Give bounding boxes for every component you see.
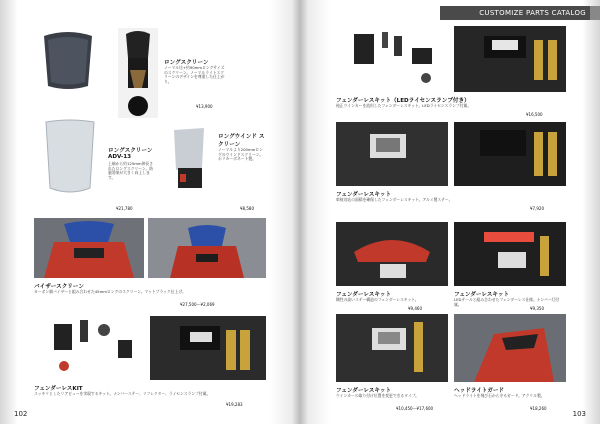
- item-title: ヘッドライトガード: [454, 388, 505, 394]
- item-description: スッキリとしたリアビューを実現するキット。ナンバーステー、リフレクター、ライセンスランプ付属。: [34, 391, 211, 396]
- item-price: ¥19,283: [226, 402, 243, 407]
- item-title: バイザースクリーン: [34, 284, 84, 290]
- item-price: ¥16,500: [526, 112, 543, 117]
- item-title: フェンダーレスキット（LEDライセンスランプ付き）: [336, 98, 470, 104]
- r-kit2-photo: [336, 122, 448, 186]
- item-price: ¥18,260: [530, 406, 547, 411]
- item-title: フェンダーレスキット: [336, 388, 392, 394]
- item-price: ¥10,450～¥17,600: [396, 406, 434, 411]
- kit-bike-photo: [150, 316, 266, 380]
- item-description: 純正ウインカーを流用したフェンダーレスキット。LEDライセンスランプ付属。: [336, 103, 472, 108]
- visor-bike-photo: [34, 218, 144, 278]
- item-description: ノーマルより200mmロングのウインドスクリーン。ポリカーボネート製。: [218, 147, 264, 162]
- item-price: ¥13,900: [196, 104, 213, 109]
- item-title: フェンダーレスキット: [336, 192, 392, 198]
- visor-bike2-photo: [148, 218, 266, 278]
- r-bike4-photo: [454, 314, 566, 382]
- item-description: ノーマル比+約90mmロングサイズのスクリーン。ノーマルライトスクリーンのデザインを尊重した仕上がり。: [164, 65, 225, 84]
- item-title: フェンダーレスキット: [336, 292, 392, 298]
- page-number-left: 102: [14, 410, 28, 418]
- item-description: LEDテールと組み合わせたフェンダーレス仕様。ナンバー灯付属。: [454, 297, 560, 307]
- r-bike1-photo: [454, 26, 566, 92]
- item-title: ロングスクリーン: [164, 60, 209, 66]
- kit-parts-photo: [34, 316, 144, 380]
- item-description: 剛性の高いステー構造のフェンダーレスキット。: [336, 297, 419, 302]
- item-price: ¥9,350: [530, 306, 544, 311]
- bike-side-photo: [164, 124, 214, 204]
- item-price: ¥21,780: [116, 206, 133, 211]
- screen-black-photo: [38, 28, 98, 92]
- item-description: カーボン調バイザーと組み合わせた45mmロングのスクリーン。マットブラック仕上げ。: [34, 289, 186, 294]
- r-kit1-photo: [336, 26, 448, 92]
- item-description: 上端から約125mm伸長されたロングスクリーン。防風効果が大きく向上します。: [108, 161, 154, 180]
- r-kit3-photo: [336, 222, 448, 286]
- catalog-header: CUSTOMIZE PARTS CATALOG: [440, 6, 590, 20]
- screen-clear-photo: [36, 118, 104, 202]
- item-title: フェンダーレスKIT: [34, 386, 83, 392]
- right-page: [300, 0, 600, 424]
- bike-front-photo: [118, 28, 158, 118]
- r-bike3-photo: [454, 222, 566, 286]
- item-description: ヘッドライトを飛び石から守るガード。アクリル製。: [454, 393, 545, 398]
- item-title: フェンダーレスキット: [454, 292, 510, 298]
- item-price: ¥9,460: [408, 306, 422, 311]
- page-number-right: 103: [572, 410, 586, 418]
- item-price: ¥7,920: [530, 206, 544, 211]
- item-price: ¥8,580: [240, 206, 254, 211]
- item-title: ロングスクリーン ADV-13: [108, 148, 153, 160]
- item-description: 車検対応の面積を確保したフェンダーレスキット。アルミ製ステー。: [336, 197, 453, 202]
- r-kit4-photo: [336, 314, 448, 382]
- r-bike2-photo: [454, 122, 566, 186]
- catalog-header-tab: [590, 6, 600, 20]
- item-price: ¥27,500～¥2,069: [180, 302, 215, 307]
- item-description: ウインカーの取り付け位置を変更できるタイプ。: [336, 393, 419, 398]
- item-title: ロングウインド スクリーン: [218, 134, 265, 148]
